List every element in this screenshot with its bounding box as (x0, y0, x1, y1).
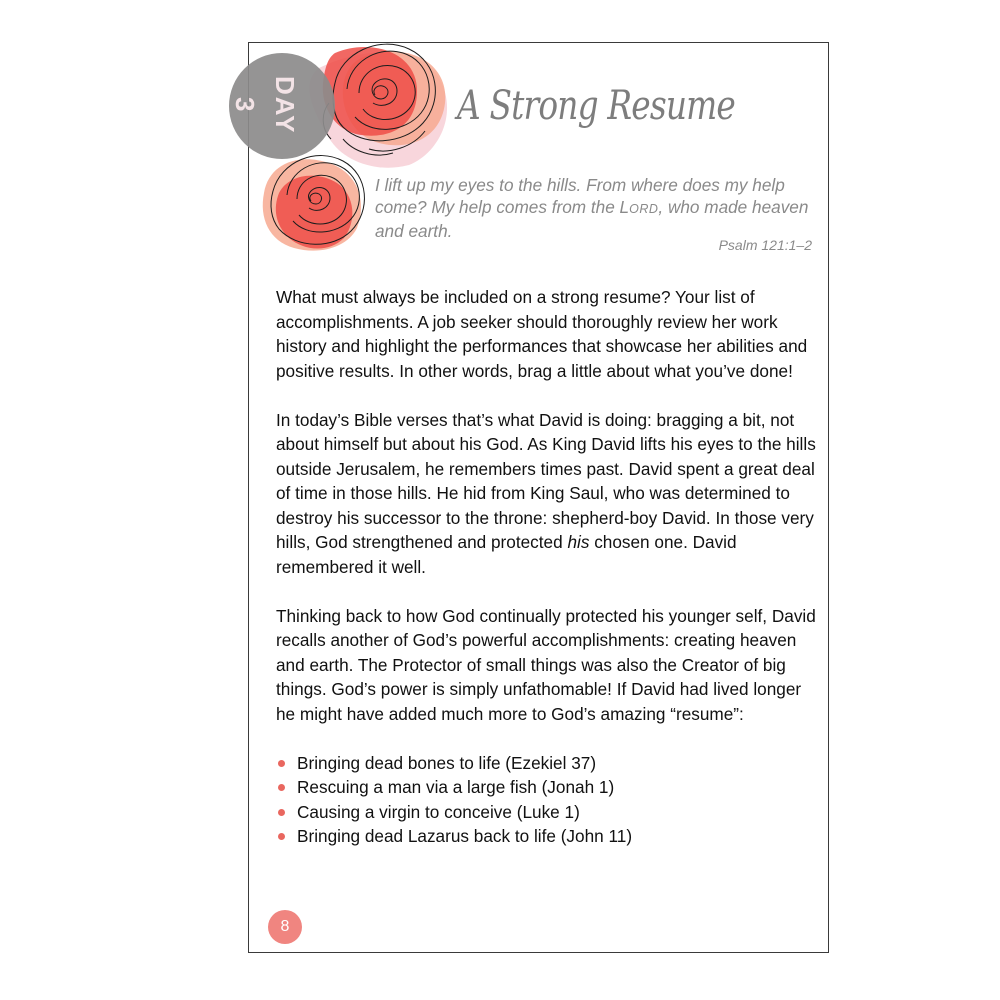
paragraph-2-before: In today’s Bible verses that’s what David is doing: bragging a bit, not about himself but about his God. As King David lifts his eyes to the hills outside Jerusalem, he remembers times past. David spent a great deal of time in those hills. He hid from King Saul, who was determined to destroy his successor to the throne: shepherd-boy David. In those very hills, God strengthened and protected (276, 409, 816, 552)
list-item (276, 775, 821, 800)
verse-reference: Psalm 121:1–2 (718, 237, 812, 253)
verse-smallcaps: ORD (629, 202, 659, 216)
page-number: 8 (268, 910, 302, 944)
list-item (276, 824, 821, 849)
paragraph-2-after: chosen one. David remembered it well. (276, 532, 737, 577)
verse-text-before: I lift up my eyes to the hills. From where does my help come? My help comes from the L (375, 175, 785, 217)
paragraph-2-italic: his (567, 532, 590, 552)
devotional-body (276, 285, 821, 849)
scripture-verse (375, 174, 820, 242)
verse-text-after: , who made heaven and earth. (375, 197, 809, 241)
list-item (276, 800, 821, 825)
paragraph-1: What must always be included on a strong resume? Your list of accomplishments. A job seeker should thoroughly review her work history and highlight the performances that showcase her abilities and positive results. In other words, brag a little about what you’ve done! (276, 287, 808, 381)
accomplishments-list (276, 751, 821, 849)
list-item-text: Bringing dead bones to life (Ezekiel 37) (297, 752, 597, 773)
bullet-icon (278, 760, 285, 767)
paragraph-3: Thinking back to how God continually protected his younger self, David recalls another of God’s powerful accomplishments: creating heaven and earth. The Protector of small things was also the Creator of big things. God’s power is simply unfathomable! If David had lived longer he might have added much more to God’s amazing “resume”: (276, 605, 816, 724)
list-item-text: Bringing dead Lazarus back to life (John 11) (297, 826, 633, 846)
bullet-icon (278, 809, 285, 816)
devotional-page (230, 42, 829, 953)
list-item-text: Rescuing a man via a large fish (Jonah 1) (297, 777, 615, 797)
red-blob-top (323, 47, 417, 136)
bullet-icon (278, 833, 285, 840)
bullet-icon (278, 784, 285, 791)
page-title: A Strong Resume (457, 83, 736, 129)
list-item-text: Causing a virgin to conceive (Luke 1) (297, 801, 580, 822)
paragraph-2 (276, 408, 821, 580)
day-label: DAY 3 (230, 75, 300, 135)
list-item (276, 751, 821, 776)
